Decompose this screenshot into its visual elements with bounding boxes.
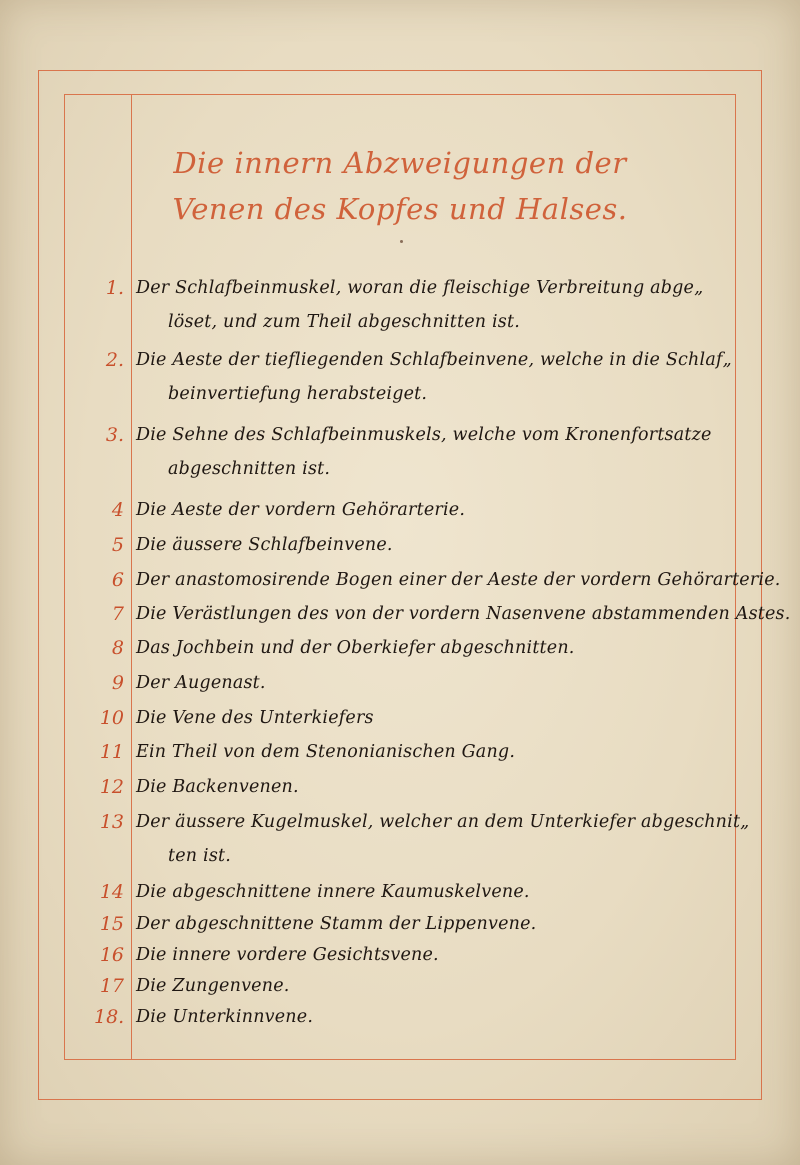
item-number: 14 [99,881,124,903]
item-text-line-1: Ein Theil von dem Stenonianischen Gang. [136,742,516,762]
item-number: 17 [99,975,124,997]
item-number: 1. [105,277,124,299]
item-number: 16 [99,944,124,966]
item-text-line-1: Der äussere Kugelmuskel, welcher an dem Unterkiefer abgeschnit„ [136,812,750,832]
title-line-1: Die innern Abzweigungen der [173,146,627,180]
item-text-line-1: Der abgeschnittene Stamm der Lippenvene. [136,914,537,934]
item-text [136,1000,726,1034]
item-text [136,271,726,339]
item-number: 18. [94,1006,125,1028]
item-number: 2. [105,349,124,371]
item-text-line-1: Die Aeste der vordern Gehörarterie. [136,500,466,520]
item-text-line-1: Die Backenvenen. [136,777,299,797]
item-text [136,418,726,486]
item-text [136,631,726,665]
item-text-line-1: Der Augenast. [136,673,266,693]
item-text-line-1: Das Jochbein und der Oberkiefer abgeschnitten. [136,638,575,658]
item-text-line-1: Die Verästlungen des von der vordern Nasenvene abstammenden Astes. [136,604,791,624]
item-number: 8 [111,637,124,659]
item-number: 12 [99,776,124,798]
item-number: 6 [111,569,124,591]
item-text-line-1: Die Unterkinnvene. [136,1007,314,1027]
item-text [136,907,726,941]
item-text-line-2: ten ist. [168,846,231,866]
item-text-line-1: Die Sehne des Schlafbeinmuskels, welche vom Kronenfortsatze [136,425,712,445]
item-text [136,493,726,527]
item-number: 4 [111,499,124,521]
item-text [136,770,726,804]
item-text-line-1: Der anastomosirende Bogen einer der Aeste der vordern Gehörarterie. [136,570,781,590]
item-text [136,875,726,909]
item-text-line-1: Die Zungenvene. [136,976,290,996]
item-text [136,701,726,735]
item-number: 10 [99,707,124,729]
item-number: 5 [111,534,124,556]
item-text [136,666,726,700]
item-number: 13 [99,811,124,833]
item-number: 9 [111,672,124,694]
item-number: 11 [99,741,124,763]
item-text-line-2: löset, und zum Theil abgeschnitten ist. [168,312,520,332]
item-text [136,343,732,411]
item-text-line-1: Die Aeste der tiefliegenden Schlafbeinvene, welche in die Schlaf„ [136,350,732,370]
item-text-line-1: Die innere vordere Gesichtsvene. [136,945,439,965]
item-text [136,969,726,1003]
item-text [136,805,750,873]
item-text [136,597,791,631]
item-text-line-2: abgeschnitten ist. [168,459,331,479]
item-text-line-2: beinvertiefung herabsteiget. [168,384,428,404]
title-line-2: Venen des Kopfes und Halses. [172,192,628,226]
item-text-line-1: Die äussere Schlafbeinvene. [136,535,393,555]
item-text [136,528,726,562]
item-text-line-1: Die Vene des Unterkiefers [136,708,374,728]
item-text [136,938,726,972]
item-text-line-1: Die abgeschnittene innere Kaumuskelvene. [136,882,530,902]
item-number: 3. [105,424,124,446]
item-text-line-1: Der Schlafbeinmuskel, woran die fleischige Verbreitung abge„ [136,278,704,298]
item-text [136,563,781,597]
item-number: 7 [111,603,124,625]
item-number: 15 [99,913,124,935]
item-text [136,735,726,769]
